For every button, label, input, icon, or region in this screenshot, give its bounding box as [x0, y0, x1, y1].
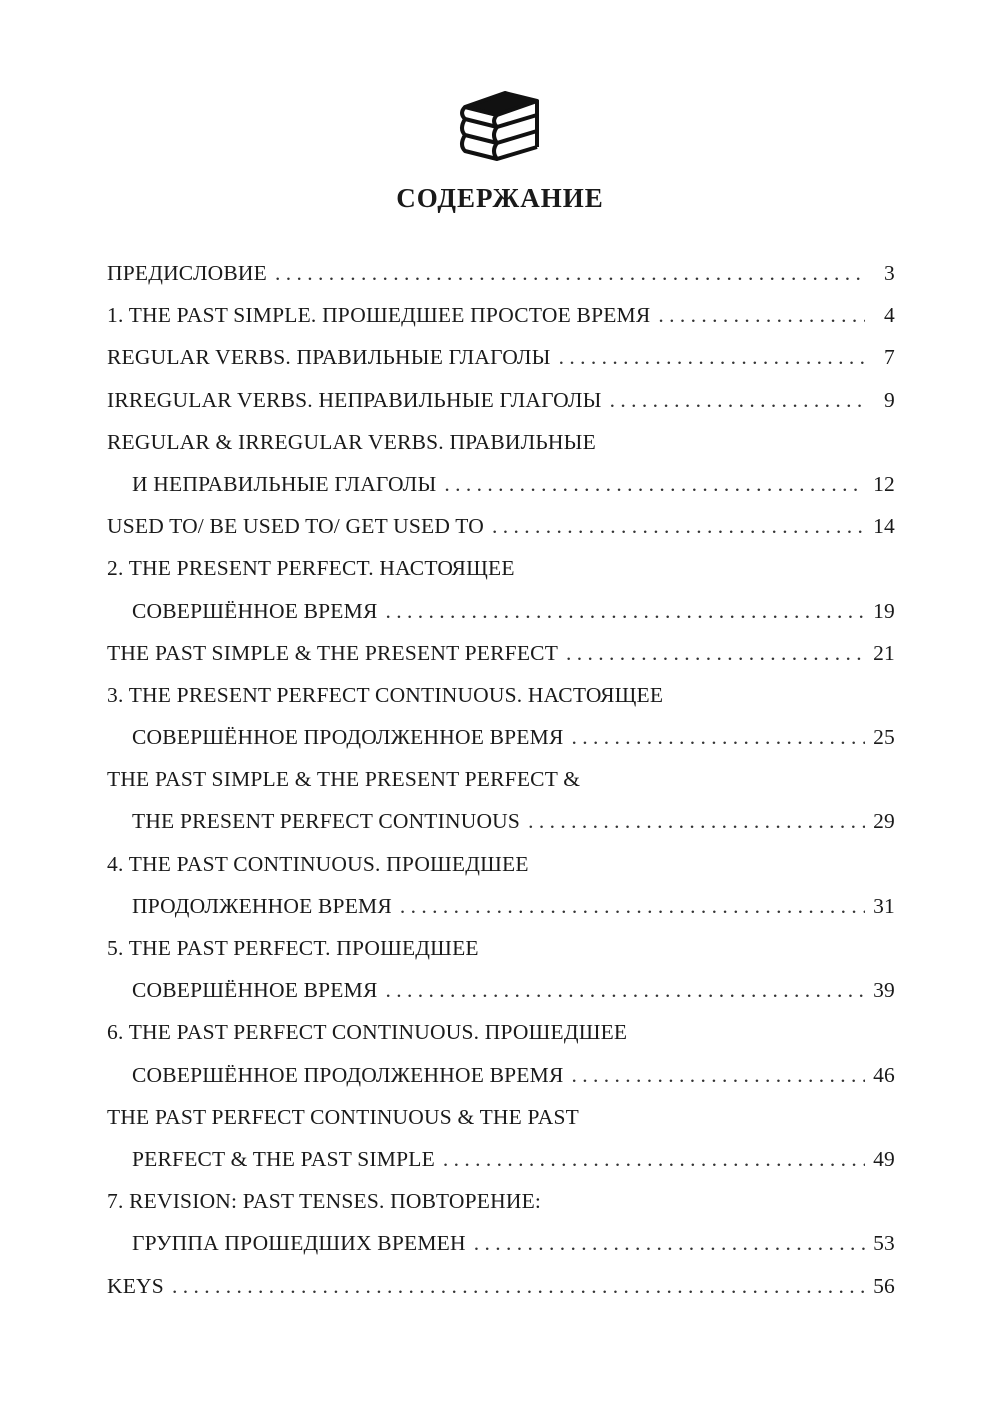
toc-page-number: 19: [873, 598, 895, 623]
toc-entry[interactable]: [107, 379, 895, 421]
toc-entry-title: 2. THE PRESENT PERFECT. НАСТОЯЩЕЕ: [107, 556, 515, 581]
toc-entry-title: ПРОДОЛЖЕННОЕ ВРЕМЯ: [132, 893, 392, 918]
toc-entry-line: [107, 927, 895, 969]
toc-entry-line: [107, 590, 895, 632]
toc-entry-line: [107, 1222, 895, 1264]
toc-entry-line: [107, 1138, 895, 1180]
toc-entry-title: THE PAST SIMPLE & THE PRESENT PERFECT: [107, 640, 559, 665]
toc-entry-line: [107, 1180, 895, 1222]
toc-entry-line: [107, 969, 895, 1011]
toc-page-number: 39: [873, 978, 895, 1003]
toc-page-number: 53: [873, 1231, 895, 1256]
dot-leader: [400, 885, 865, 927]
toc-entry-title: СОВЕРШЁННОЕ ВРЕМЯ: [132, 598, 378, 623]
toc-entry-title: ГРУППА ПРОШЕДШИХ ВРЕМЕН: [132, 1231, 466, 1256]
toc-entry[interactable]: [107, 927, 895, 1011]
page-title: СОДЕРЖАНИЕ: [396, 183, 604, 213]
toc-page-number: 46: [873, 1062, 895, 1087]
toc-entry-line: [107, 1054, 895, 1096]
toc-entry-line: [107, 1011, 895, 1053]
toc-entry-title: THE PAST PERFECT CONTINUOUS & THE PAST: [107, 1104, 579, 1129]
toc-entry-title: THE PRESENT PERFECT CONTINUOUS: [132, 809, 521, 834]
dot-leader: [172, 1265, 865, 1307]
toc-entry[interactable]: [107, 758, 895, 842]
toc-entry-title: 6. THE PAST PERFECT CONTINUOUS. ПРОШЕДШЕЕ: [107, 1020, 628, 1045]
toc-entry-line: [107, 421, 895, 463]
toc-entry[interactable]: [107, 252, 895, 294]
dot-leader: [492, 505, 865, 547]
toc-entry-line: [107, 632, 895, 674]
table-of-contents: [107, 252, 895, 1307]
toc-page-number: 49: [873, 1146, 895, 1171]
toc-entry[interactable]: [107, 1265, 895, 1307]
toc-page-number: 14: [873, 514, 895, 539]
toc-entry-title: 1. THE PAST SIMPLE. ПРОШЕДШЕЕ ПРОСТОЕ ВРЕМЯ: [107, 303, 651, 328]
toc-entry-line: [107, 379, 895, 421]
toc-entry-line: [107, 505, 895, 547]
toc-entry-title: 4. THE PAST CONTINUOUS. ПРОШЕДШЕЕ: [107, 851, 529, 876]
toc-entry[interactable]: [107, 843, 895, 927]
toc-entry-line: [107, 674, 895, 716]
toc-entry[interactable]: [107, 1011, 895, 1095]
toc-entry[interactable]: [107, 505, 895, 547]
toc-entry-line: [107, 885, 895, 927]
toc-entry-line: [107, 1096, 895, 1138]
toc-entry[interactable]: [107, 1180, 895, 1264]
toc-entry-title: СОВЕРШЁННОЕ ВРЕМЯ: [132, 978, 378, 1003]
toc-entry-title: 3. THE PRESENT PERFECT CONTINUOUS. НАСТОЯЩЕЕ: [107, 682, 664, 707]
toc-entry-line: [107, 547, 895, 589]
dot-leader: [444, 463, 865, 505]
toc-page-number: 12: [873, 471, 895, 496]
toc-entry-title: REGULAR & IRREGULAR VERBS. ПРАВИЛЬНЫЕ: [107, 429, 596, 454]
toc-page-number: 21: [873, 640, 895, 665]
toc-entry-title: USED TO/ BE USED TO/ GET USED TO: [107, 514, 484, 539]
toc-entry-title: И НЕПРАВИЛЬНЫЕ ГЛАГОЛЫ: [132, 471, 437, 496]
toc-entry[interactable]: [107, 674, 895, 758]
dot-leader: [386, 590, 866, 632]
toc-entry-line: [107, 758, 895, 800]
dot-leader: [572, 1054, 866, 1096]
toc-entry[interactable]: [107, 336, 895, 378]
toc-entry-title: ПРЕДИСЛОВИЕ: [107, 261, 267, 285]
toc-page-number: 25: [873, 725, 895, 750]
dot-leader: [275, 252, 865, 294]
toc-page-number: 9: [884, 387, 895, 412]
dot-leader: [572, 716, 866, 758]
toc-entry-line: [107, 463, 895, 505]
dot-leader: [443, 1138, 865, 1180]
dot-leader: [610, 379, 865, 421]
toc-entry[interactable]: [107, 294, 895, 336]
dot-leader: [658, 294, 865, 336]
toc-page-number: 4: [884, 303, 895, 328]
dot-leader: [566, 632, 865, 674]
toc-page-number: 7: [884, 345, 895, 370]
toc-page-number: 31: [873, 893, 895, 918]
toc-entry[interactable]: [107, 547, 895, 631]
toc-entry[interactable]: [107, 1096, 895, 1180]
toc-entry-line: [107, 716, 895, 758]
dot-leader: [528, 800, 865, 842]
toc-page-number: 29: [873, 809, 895, 834]
toc-entry-line: [107, 1265, 895, 1307]
toc-entry-line: [107, 294, 895, 336]
dot-leader: [474, 1222, 865, 1264]
toc-entry-line: [107, 800, 895, 842]
toc-entry-title: IRREGULAR VERBS. НЕПРАВИЛЬНЫЕ ГЛАГОЛЫ: [107, 387, 602, 412]
toc-entry-title: 5. THE PAST PERFECT. ПРОШЕДШЕЕ: [107, 936, 479, 960]
toc-entry-title: 7. REVISION: PAST TENSES. ПОВТОРЕНИЕ:: [107, 1189, 542, 1214]
toc-page-number: 3: [884, 261, 895, 285]
toc-entry-line: [107, 252, 895, 294]
toc-entry-title: REGULAR VERBS. ПРАВИЛЬНЫЕ ГЛАГОЛЫ: [107, 345, 551, 370]
toc-entry-title: СОВЕРШЁННОЕ ПРОДОЛЖЕННОЕ ВРЕМЯ: [132, 1062, 564, 1087]
toc-entry-title: KEYS: [107, 1273, 164, 1298]
dot-leader: [386, 969, 866, 1011]
toc-entry-title: СОВЕРШЁННОЕ ПРОДОЛЖЕННОЕ ВРЕМЯ: [132, 725, 564, 750]
toc-entry[interactable]: [107, 421, 895, 505]
toc-entry-line: [107, 843, 895, 885]
dot-leader: [559, 336, 865, 378]
toc-entry-title: THE PAST SIMPLE & THE PRESENT PERFECT &: [107, 767, 581, 792]
toc-entry[interactable]: [107, 632, 895, 674]
books-stack-icon: [455, 85, 545, 165]
toc-entry-line: [107, 336, 895, 378]
toc-entry-title: PERFECT & THE PAST SIMPLE: [132, 1146, 435, 1171]
toc-page-number: 56: [873, 1273, 895, 1298]
